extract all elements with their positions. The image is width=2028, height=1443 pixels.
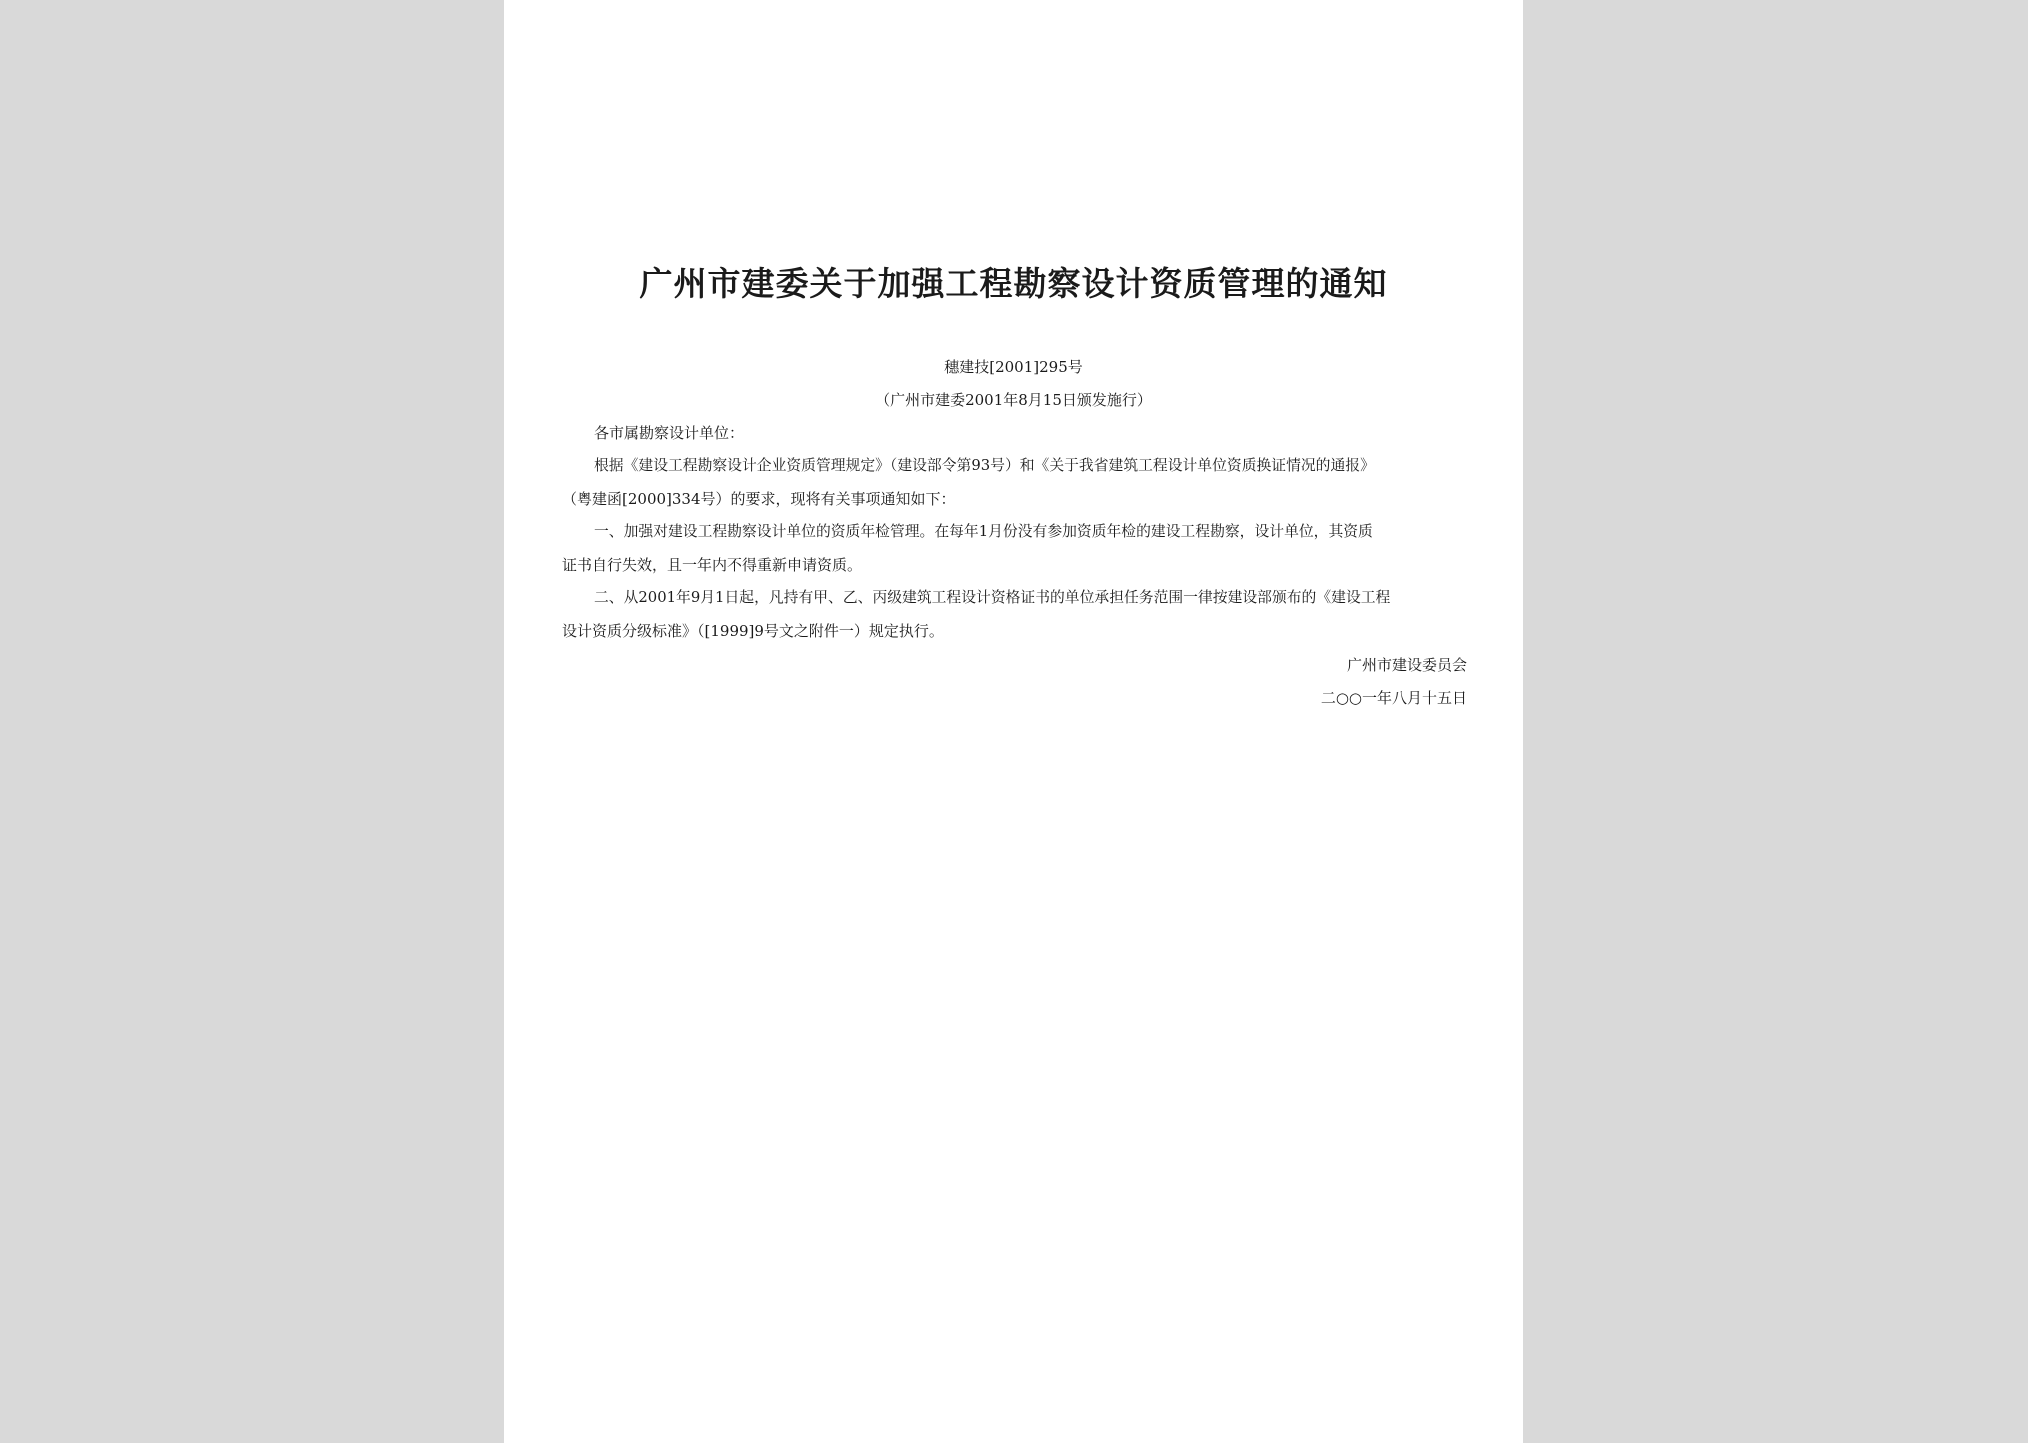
intro-paragraph-line-1: 根据《建设工程勘察设计企业资质管理规定》（建设部令第93号）和《关于我省建筑工程设计单位资质换证情况的通报》: [594, 457, 1375, 474]
salutation: 各市属勘察设计单位：: [594, 424, 745, 442]
issue-date: 二○○一年八月十五日: [1320, 689, 1467, 707]
issuer-signature: 广州市建设委员会: [1346, 656, 1467, 674]
item-2-line-2: 设计资质分级标准》（[1999]9号文之附件一）规定执行。: [562, 622, 944, 640]
document-number: 穗建技[2001]295号: [944, 358, 1083, 376]
intro-paragraph-line-2: （粤建函[2000]334号）的要求，现将有关事项通知如下：: [562, 490, 956, 508]
item-2-line-1: 二、从2001年9月1日起，凡持有甲、乙、丙级建筑工程设计资格证书的单位承担任务范围一律按建设部颁布的《建设工程: [594, 589, 1391, 606]
document-page: [504, 0, 1523, 1443]
document-title: 广州市建委关于加强工程勘察设计资质管理的通知: [639, 264, 1388, 303]
issue-note: （广州市建委2001年8月15日颁发施行）: [875, 391, 1152, 409]
item-1-line-1: 一、加强对建设工程勘察设计单位的资质年检管理。在每年1月份没有参加资质年检的建设工程勘察，设计单位，其资质: [594, 523, 1373, 540]
item-1-line-2: 证书自行失效，且一年内不得重新申请资质。: [562, 556, 863, 574]
